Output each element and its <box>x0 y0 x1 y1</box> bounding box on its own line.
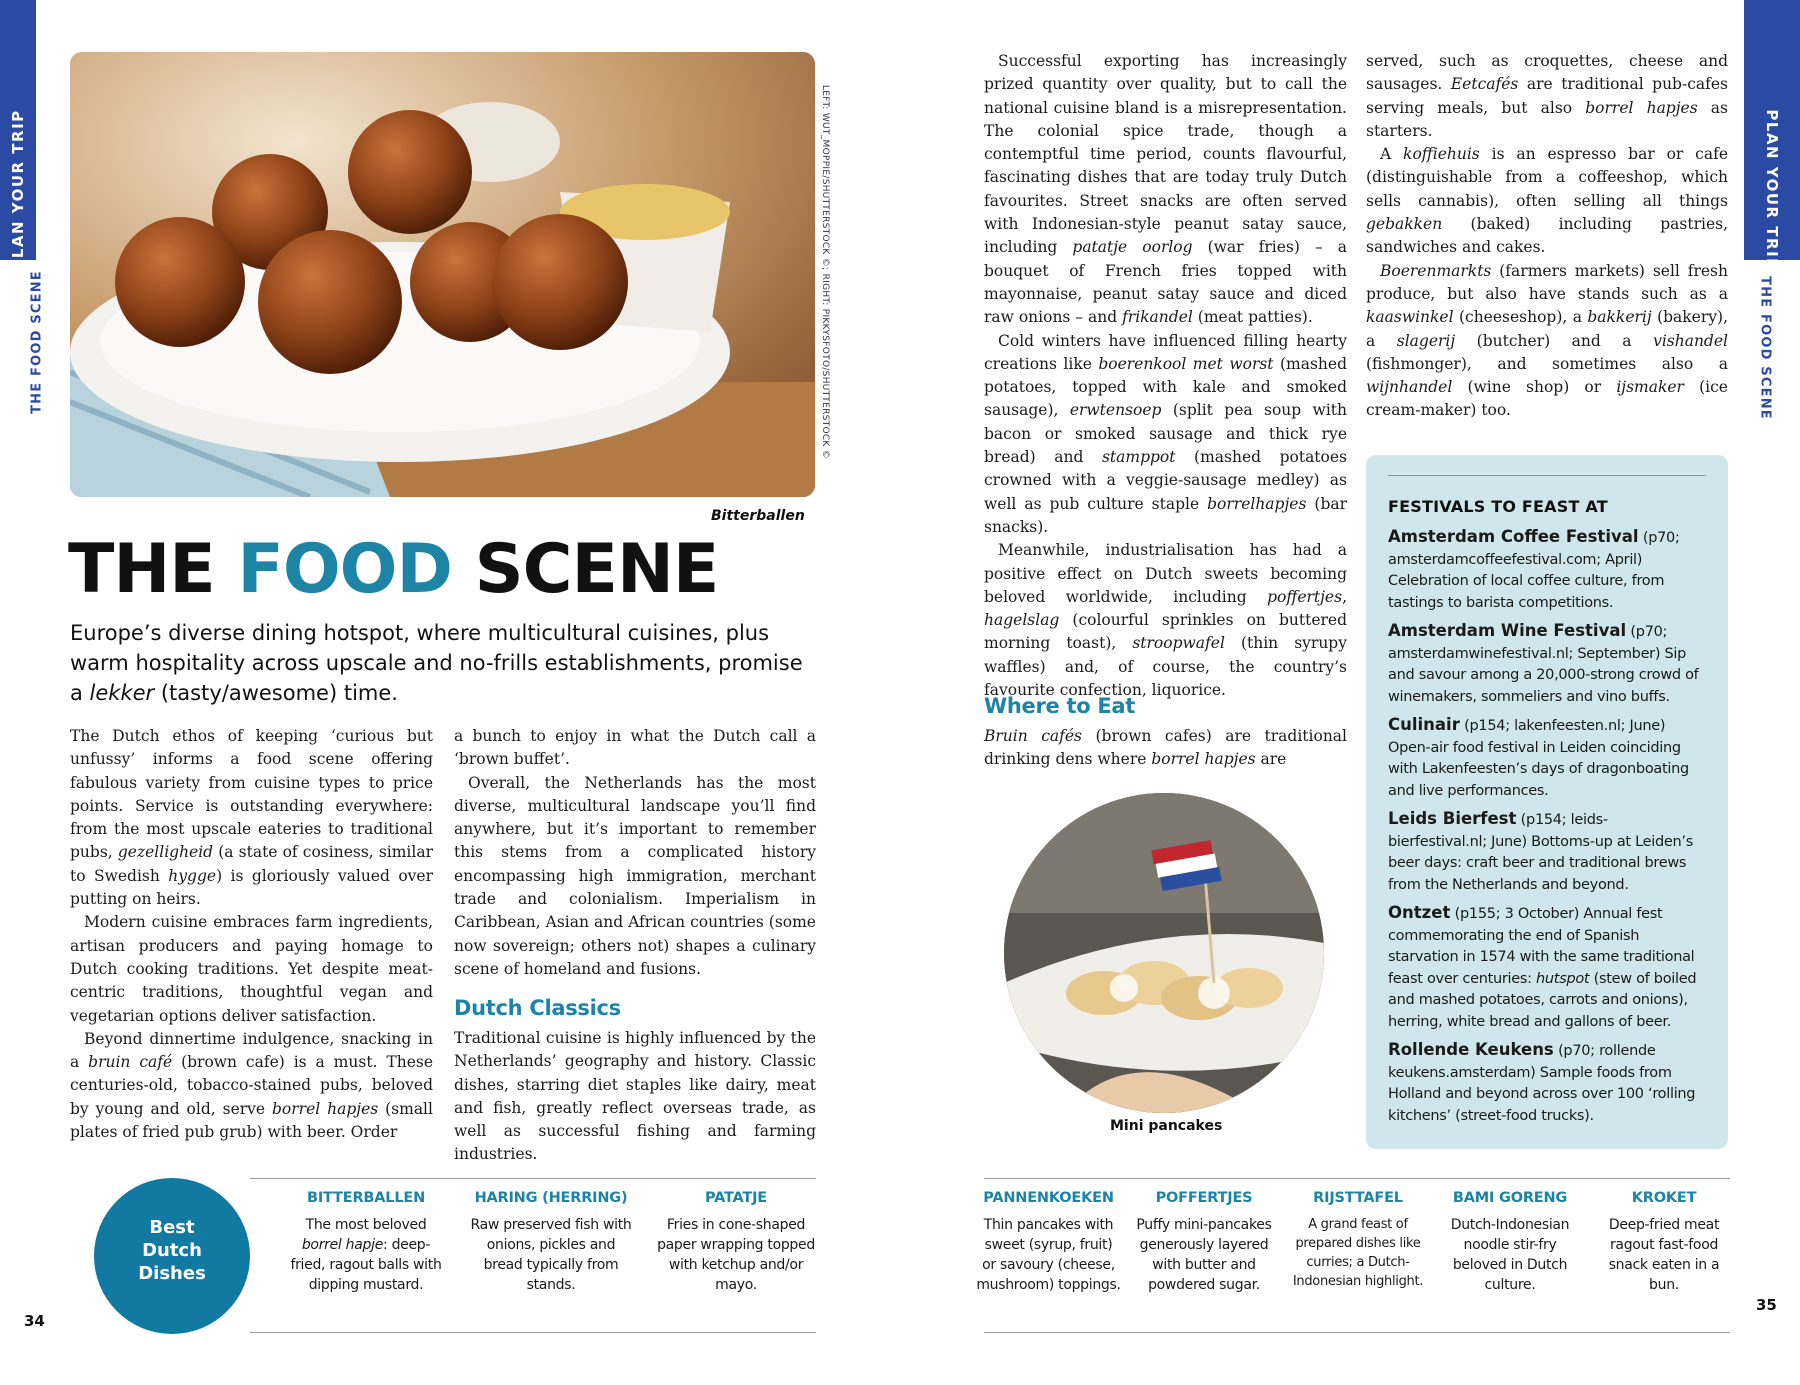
paragraph: Successful exporting has increasingly prized quantity over quality, but to call the national cuisine bland is a misrepresentation. The colonial spice trade, though a contemptful time period, counts flavourful, fascinating dishes that are today truly Dutch favourites. Street snacks are often served with Indonesian-style peanut satay sauce, including patatje oorlog (war fries) – a bouquet of French fries topped with mayonnaise, peanut satay sauce and diced raw onions – and frikandel (meat patties). <box>984 52 1347 327</box>
paragraph: Bruin cafés (brown cafes) are traditional drinking dens where borrel hapjes are <box>984 727 1347 769</box>
dish-item-bitterballen: BITTERBALLEN The most beloved borrel hapje: deep-fried, ragout balls with dipping mustard. <box>290 1190 442 1293</box>
body-column-4 <box>1366 50 1728 423</box>
best-dishes-badge <box>94 1178 250 1334</box>
dish-item-rijsttafel: RIJSTTAFEL A grand feast of prepared dishes like curries; a Dutch-Indonesian highlight. <box>1292 1190 1424 1289</box>
page-number-left: 34 <box>24 1312 45 1330</box>
festivals-box <box>1366 455 1728 1149</box>
mini-pancakes-photo <box>1004 793 1324 1113</box>
section-heading: Where to Eat <box>984 694 1135 718</box>
dish-item-poffertjes: POFFERTJES Puffy mini-pancakes generously layered with butter and powdered sugar. <box>1136 1190 1272 1293</box>
paragraph: Traditional cuisine is highly influenced by the Netherlands’ geography and history. Classic dishes, starring diet staples like dairy, meat and fish, greatly reflect overseas trade, as well as successful fishing and farming industries. <box>454 1029 816 1164</box>
festivals-heading: FESTIVALS TO FEAST AT <box>1388 497 1608 516</box>
photo-credit: LEFT: WUT_MOPPIE/SHUTTERSTOCK ©; RIGHT: PIKKYSFOTO/SHUTTERSTOCK © <box>820 84 830 460</box>
divider <box>984 1332 1730 1333</box>
paragraph: Beyond dinnertime indulgence, snacking in a bruin café (brown cafe) is a must. These centuries-old, tobacco-stained pubs, beloved by young and old, serve borrel hapjes (small plates of fried pub grub) with beer. Order <box>70 1029 434 1142</box>
dish-item-pannenkoeken: PANNENKOEKEN Thin pancakes with sweet (syrup, fruit) or savoury (cheese, mushroom) toppings. <box>976 1190 1121 1293</box>
festival-item: Rollende Keukens (p70; rollende keukens.amsterdam) Sample foods from Holland and beyond across over 100 ‘rolling kitchens’ (street-food trucks). <box>1388 1040 1696 1124</box>
section-heading: Dutch Classics <box>454 996 621 1020</box>
paragraph: The Dutch ethos of keeping ‘curious but unfussy’ informs a food scene offering fabulous variety from cuisine types to price points. Service is outstanding everywhere: from the most upscale eateries to traditional pubs, gezelligheid (a state of cosiness, similar to Swedish hygge) is gloriously valued over putting on heirs. <box>70 727 433 909</box>
paragraph: served, such as croquettes, cheese and sausages. Eetcafés are traditional pub-cafes serving meals, but also borrel hapjes as starters. <box>1366 52 1728 140</box>
badge-line: Best <box>149 1217 195 1238</box>
bitterballen-photo <box>70 52 815 497</box>
side-tab-label: PLAN YOUR TRIP <box>1763 109 1781 271</box>
round-photo-caption: Mini pancakes <box>1110 1118 1223 1134</box>
body-column-3 <box>984 50 1347 702</box>
badge-line: Dutch <box>142 1240 202 1261</box>
body-column-2b <box>454 1027 816 1167</box>
festival-item: Amsterdam Wine Festival (p70; amsterdamwinefestival.nl; September) Sip and savour among a 20,000-strong crowd of winemakers, sommeliers and vino buffs. <box>1388 621 1699 705</box>
side-section-label: THE FOOD SCENE <box>29 270 45 414</box>
festival-item: Culinair (p154; lakenfeesten.nl; June) Open-air food festival in Leiden coinciding with Lakenfeesten’s days of dragonboating and live performances. <box>1388 715 1689 799</box>
paragraph: A koffiehuis is an espresso bar or cafe (distinguishable from a coffeeshop, which sells cannabis), often selling all things gebakken (baked) including pastries, sandwiches and cakes. <box>1366 145 1728 257</box>
paragraph: Meanwhile, industrialisation has had a positive effect on Dutch sweets becoming beloved worldwide, including poffertjes, hagelslag (colourful sprinkles on buttered morning toast), stroopwafel (thin syrupy waffles) and, of course, the country’s favourite confection, liquorice. <box>984 541 1347 700</box>
divider <box>250 1178 816 1179</box>
badge-line: Dishes <box>138 1263 206 1284</box>
body-column-2 <box>454 725 816 981</box>
festival-item: Leids Bierfest (p154; leids-bierfestival.nl; June) Bottoms-up at Leiden’s beer days: craft beer and traditional brews from the Netherlands and beyond. <box>1388 809 1693 893</box>
paragraph: Boerenmarkts (farmers markets) sell fresh produce, but also have stands such as a kaaswinkel (cheeseshop), a bakkerij (bakery), a slagerij (butcher) and a vishandel (fishmonger), and sometimes also a wijnhandel (wine shop) or ijsmaker (ice cream-maker) too. <box>1366 261 1728 420</box>
paragraph: Modern cuisine embraces farm ingredients, artisan producers and paying homage to Dutch cooking traditions. Yet despite meat-centric traditions, thoughtful vegan and vegetarian options deliver satisfaction. <box>70 913 433 1025</box>
dish-item-kroket: KROKET Deep-fried meat ragout fast-food snack eaten in a bun. <box>1608 1190 1720 1293</box>
side-section-label: THE FOOD SCENE <box>1757 276 1773 420</box>
page-number-right: 35 <box>1756 1296 1777 1314</box>
dish-item-haring: HARING (HERRING) Raw preserved fish with onions, pickles and bread typically from stands. <box>470 1190 632 1293</box>
divider <box>1388 475 1706 476</box>
side-tab-left <box>0 0 36 271</box>
paragraph: Cold winters have influenced filling hearty creations like boerenkool met worst (mashed potatoes, topped with kale and smoked sausage), erwtensoep (split pea soup with bacon or smoked sausage and thick rye bread) and stamppot (mashed potatoes crowned with a veggie-sausage medley) as well as pub culture staple borrelhapjes (bar snacks). <box>984 331 1348 536</box>
side-tab-right <box>1744 0 1800 271</box>
paragraph: Overall, the Netherlands has the most diverse, multicultural landscape you’ll find anywhere, but it’s important to remember this stems from a complicated history encompassing high immigration, merchant trade and colonialism. Imperialism in Caribbean, Asian and African countries (some now sovereign; others not) shapes a culinary scene of homeland and fusions. <box>454 773 816 978</box>
page-title: THE FOOD SCENE <box>68 530 719 609</box>
page-subtitle: Europe’s diverse dining hotspot, where multicultural cuisines, plus warm hospitality across upscale and no-frills establishments, promise a lekker (tasty/awesome) time. <box>70 621 803 705</box>
divider <box>984 1178 1730 1179</box>
dish-item-bami-goreng: BAMI GORENG Dutch-Indonesian noodle stir-fry beloved in Dutch culture. <box>1450 1190 1570 1293</box>
divider <box>250 1332 816 1333</box>
dish-item-patatje: PATATJE Fries in cone-shaped paper wrapping topped with ketchup and/or mayo. <box>657 1190 815 1293</box>
paragraph: a bunch to enjoy in what the Dutch call a ‘brown buffet’. <box>454 727 816 769</box>
festival-item: Ontzet (p155; 3 October) Annual fest commemorating the end of Spanish starvation in 1574 with the same traditional feast over centuries: hutspot (stew of boiled and mashed potatoes, carrots and onions), herring, white bread and gallons of beer. <box>1388 903 1697 1030</box>
side-tab-label: PLAN YOUR TRIP <box>9 109 27 271</box>
photo-caption: Bitterballen <box>711 508 805 524</box>
body-column-3b <box>984 725 1347 772</box>
festival-item: Amsterdam Coffee Festival (p70; amsterdamcoffeefestival.com; April) Celebration of local coffee culture, from tastings to barista competitions. <box>1388 527 1680 611</box>
body-column-1 <box>70 725 433 1144</box>
